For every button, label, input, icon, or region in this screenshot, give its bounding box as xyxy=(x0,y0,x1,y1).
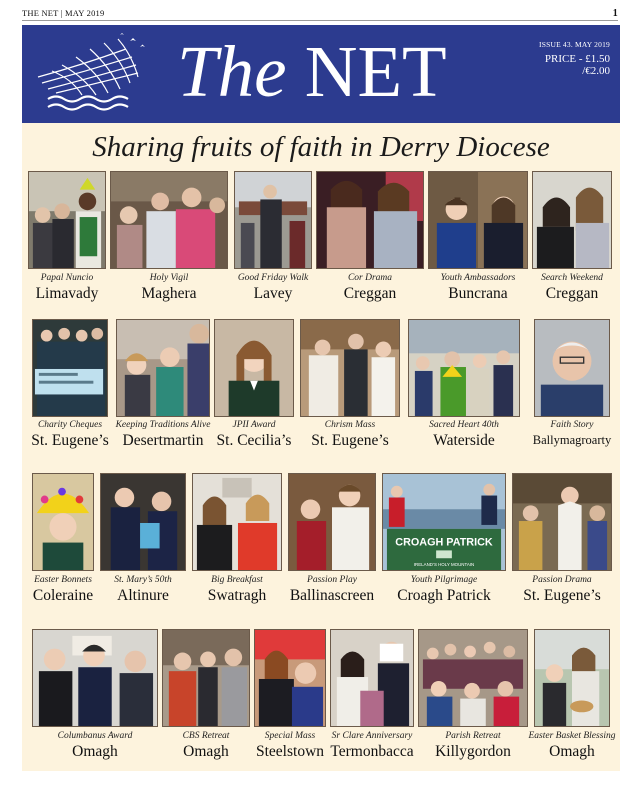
caption-event: Sr Clare Anniversary xyxy=(331,731,413,741)
caption-easter-bonnets xyxy=(33,574,93,605)
caption-sr-clare-anniversary xyxy=(330,730,413,761)
photo-youth-ambassadors xyxy=(428,171,528,269)
caption-charity-cheques xyxy=(31,419,109,450)
photo-passion-play xyxy=(288,473,376,571)
caption-easter-basket-blessing xyxy=(528,730,615,761)
caption-place: Coleraine xyxy=(32,587,94,604)
caption-place: Ballinascreen xyxy=(289,587,375,604)
caption-passion-play xyxy=(290,574,374,605)
caption-event: Charity Cheques xyxy=(37,420,103,430)
caption-place: Ballymagroarty xyxy=(532,433,612,447)
photo-charity-cheques xyxy=(32,319,108,417)
photo-columbanus-award xyxy=(32,629,158,727)
caption-event: Special Mass xyxy=(264,731,316,741)
caption-place: Steelstown xyxy=(255,743,325,760)
photo-holy-vigil xyxy=(110,171,228,269)
price-gbp: PRICE - £1.50 xyxy=(544,52,610,65)
photo-good-friday-walk xyxy=(234,171,312,269)
caption-event: Parish Retreat xyxy=(445,731,501,741)
caption-place: Omagh xyxy=(72,743,118,760)
header-rule xyxy=(22,20,618,21)
caption-event: Cor Drama xyxy=(347,273,393,283)
caption-holy-vigil xyxy=(141,272,196,303)
price-eur: /€2.00 xyxy=(582,65,610,78)
caption-place: Buncrana xyxy=(448,285,508,302)
caption-event: St. Mary’s 50th xyxy=(114,575,172,585)
caption-place: Desertmartin xyxy=(122,432,204,449)
caption-good-friday-walk xyxy=(238,272,308,303)
caption-event: JPII Award xyxy=(232,420,276,430)
photo-sr-clare-anniversary xyxy=(330,629,414,727)
caption-place: Croagh Patrick xyxy=(397,587,491,604)
caption-place: Swatragh xyxy=(207,587,267,604)
caption-event: Columbanus Award xyxy=(57,731,133,741)
caption-event: Search Weekend xyxy=(541,273,603,283)
title-the: The xyxy=(177,31,287,112)
caption-parish-retreat xyxy=(435,730,511,761)
caption-place: St. Cecilia’s xyxy=(216,432,292,449)
caption-jpii-award xyxy=(217,419,292,450)
caption-event: Easter Bonnets xyxy=(34,575,92,585)
caption-sacred-heart-40th xyxy=(429,419,499,450)
photo-chrism-mass xyxy=(300,319,400,417)
caption-cbs-retreat xyxy=(183,730,230,761)
caption-place: St. Eugene’s xyxy=(31,432,109,449)
photo-parish-retreat xyxy=(418,629,528,727)
front-page-content xyxy=(22,123,620,771)
caption-place: Maghera xyxy=(141,285,197,302)
caption-cor-drama xyxy=(344,272,397,303)
issue-number: ISSUE 43. MAY 2019 xyxy=(539,40,610,49)
caption-event: Chrism Mass xyxy=(324,420,376,430)
caption-event: Faith Story xyxy=(550,420,594,430)
caption-event: Passion Drama xyxy=(532,575,592,585)
photo-papal-nuncio xyxy=(28,171,106,269)
caption-special-mass xyxy=(256,730,324,761)
photo-passion-drama xyxy=(512,473,612,571)
photo-search-weekend xyxy=(532,171,612,269)
caption-faith-story xyxy=(533,419,611,450)
caption-place: Creggan xyxy=(545,285,599,302)
sign-title: CROAGH PATRICK xyxy=(395,536,493,549)
caption-youth-pilgrimage xyxy=(397,574,490,605)
caption-st-marys-50th xyxy=(114,574,172,605)
photo-special-mass xyxy=(254,629,326,727)
caption-event: Passion Play xyxy=(307,575,357,585)
caption-place: Killygordon xyxy=(435,743,511,760)
photo-sacred-heart-40th xyxy=(408,319,520,417)
headline: Sharing fruits of faith in Derry Diocese xyxy=(92,131,550,163)
caption-youth-ambassadors xyxy=(441,272,516,303)
photo-keeping-traditions-alive xyxy=(116,319,210,417)
net-logo-icon xyxy=(32,31,160,115)
title-net: NET xyxy=(304,31,447,112)
caption-place: Termonbacca xyxy=(330,743,414,760)
caption-place: Waterside xyxy=(433,432,495,449)
caption-chrism-mass xyxy=(311,419,389,450)
caption-place: St. Eugene’s xyxy=(311,432,389,449)
caption-big-breakfast xyxy=(208,574,267,605)
masthead xyxy=(22,25,620,123)
caption-keeping-traditions-alive xyxy=(116,419,211,450)
caption-place: Altinure xyxy=(117,587,169,604)
caption-event: Sacred Heart 40th xyxy=(429,420,499,430)
caption-passion-drama xyxy=(523,574,601,605)
photo-faith-story xyxy=(534,319,610,417)
issue-date-header: THE NET | MAY 2019 xyxy=(22,8,105,18)
photo-easter-bonnets xyxy=(32,473,94,571)
photo-easter-basket-blessing xyxy=(534,629,610,727)
caption-event: Holy Vigil xyxy=(149,273,189,283)
issue-info xyxy=(539,41,610,78)
photo-cor-drama xyxy=(316,171,424,269)
photo-big-breakfast xyxy=(192,473,282,571)
caption-search-weekend xyxy=(541,272,603,303)
photo-cbs-retreat xyxy=(162,629,250,727)
caption-place: Lavey xyxy=(253,285,293,302)
caption-place: Creggan xyxy=(343,285,397,302)
caption-event: Keeping Traditions Alive xyxy=(115,420,211,430)
caption-place: St. Eugene’s xyxy=(523,587,601,604)
caption-event: Big Breakfast xyxy=(211,575,263,585)
caption-event: Easter Basket Blessing xyxy=(528,731,616,741)
masthead-title xyxy=(177,27,447,117)
caption-event: Papal Nuncio xyxy=(40,273,94,283)
caption-event: Youth Ambassadors xyxy=(440,273,516,283)
sign-subtitle: IRELAND’S HOLY MOUNTAIN xyxy=(413,562,475,568)
caption-event: Youth Pilgrimage xyxy=(410,575,478,585)
page-number: 1 xyxy=(612,8,618,19)
caption-columbanus-award xyxy=(58,730,133,761)
photo-st-marys-50th xyxy=(100,473,186,571)
caption-event: Good Friday Walk xyxy=(237,273,309,283)
caption-place: Limavady xyxy=(35,285,99,302)
photo-jpii-award xyxy=(214,319,294,417)
photo-youth-pilgrimage xyxy=(382,473,506,571)
caption-event: CBS Retreat xyxy=(182,731,230,741)
caption-place: Omagh xyxy=(183,743,229,760)
caption-papal-nuncio xyxy=(36,272,99,303)
caption-place: Omagh xyxy=(549,743,595,760)
